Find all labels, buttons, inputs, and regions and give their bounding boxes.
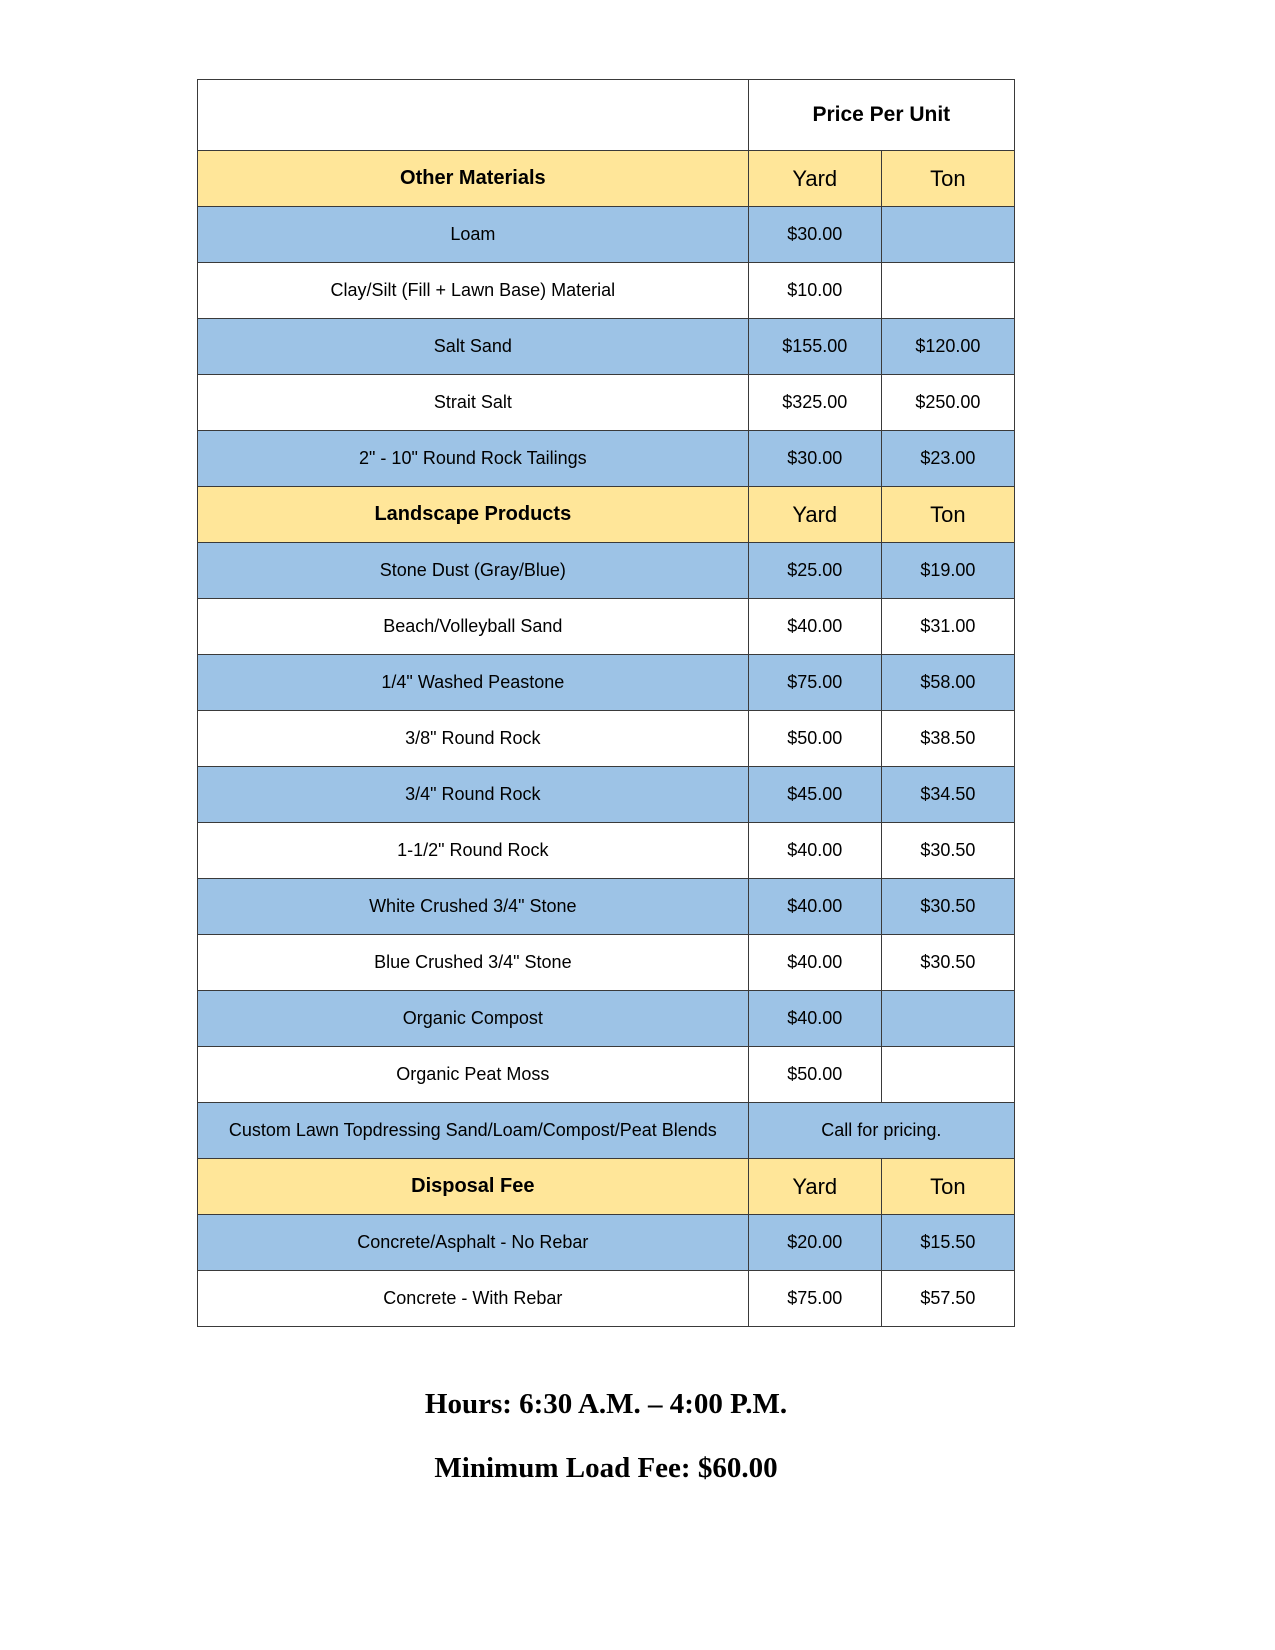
yard-price: $10.00 bbox=[748, 263, 881, 319]
yard-price: $50.00 bbox=[748, 711, 881, 767]
yard-column-label: Yard bbox=[748, 1159, 881, 1215]
section-name: Other Materials bbox=[198, 151, 749, 207]
item-name: White Crushed 3/4" Stone bbox=[198, 879, 749, 935]
price-table bbox=[197, 79, 1015, 1327]
yard-price: $40.00 bbox=[748, 935, 881, 991]
item-name: 3/8" Round Rock bbox=[198, 711, 749, 767]
call-for-pricing: Call for pricing. bbox=[748, 1103, 1014, 1159]
yard-price: $75.00 bbox=[748, 1271, 881, 1327]
yard-price: $155.00 bbox=[748, 319, 881, 375]
ton-price bbox=[881, 991, 1014, 1047]
section-name: Disposal Fee bbox=[198, 1159, 749, 1215]
ton-column-label: Ton bbox=[881, 1159, 1014, 1215]
price-per-unit-header: Price Per Unit bbox=[748, 80, 1014, 151]
item-name: Concrete - With Rebar bbox=[198, 1271, 749, 1327]
item-name: Blue Crushed 3/4" Stone bbox=[198, 935, 749, 991]
ton-price: $23.00 bbox=[881, 431, 1014, 487]
table-row bbox=[198, 655, 1015, 711]
empty-header-cell bbox=[198, 80, 749, 151]
yard-price: $75.00 bbox=[748, 655, 881, 711]
table-row bbox=[198, 935, 1015, 991]
table-row bbox=[198, 1047, 1015, 1103]
table-row bbox=[198, 207, 1015, 263]
yard-price: $40.00 bbox=[748, 879, 881, 935]
table-row bbox=[198, 1215, 1015, 1271]
ton-price: $38.50 bbox=[881, 711, 1014, 767]
item-name: Organic Peat Moss bbox=[198, 1047, 749, 1103]
yard-price: $50.00 bbox=[748, 1047, 881, 1103]
item-name: 3/4" Round Rock bbox=[198, 767, 749, 823]
item-name: Concrete/Asphalt - No Rebar bbox=[198, 1215, 749, 1271]
item-name: 1-1/2" Round Rock bbox=[198, 823, 749, 879]
item-name: Custom Lawn Topdressing Sand/Loam/Compost/Peat Blends bbox=[198, 1103, 749, 1159]
ton-price: $30.50 bbox=[881, 823, 1014, 879]
yard-price: $40.00 bbox=[748, 991, 881, 1047]
yard-price: $30.00 bbox=[748, 207, 881, 263]
table-header-row bbox=[198, 80, 1015, 151]
yard-price: $30.00 bbox=[748, 431, 881, 487]
ton-price bbox=[881, 207, 1014, 263]
section-header-other-materials bbox=[198, 151, 1015, 207]
yard-column-label: Yard bbox=[748, 487, 881, 543]
yard-price: $45.00 bbox=[748, 767, 881, 823]
ton-price bbox=[881, 1047, 1014, 1103]
yard-price: $40.00 bbox=[748, 823, 881, 879]
ton-price: $30.50 bbox=[881, 879, 1014, 935]
section-name: Landscape Products bbox=[198, 487, 749, 543]
ton-price: $57.50 bbox=[881, 1271, 1014, 1327]
yard-price: $25.00 bbox=[748, 543, 881, 599]
table-row bbox=[198, 375, 1015, 431]
ton-price: $250.00 bbox=[881, 375, 1014, 431]
yard-price: $40.00 bbox=[748, 599, 881, 655]
table-row bbox=[198, 711, 1015, 767]
table-row bbox=[198, 1271, 1015, 1327]
table-row bbox=[198, 767, 1015, 823]
table-row bbox=[198, 431, 1015, 487]
item-name: Beach/Volleyball Sand bbox=[198, 599, 749, 655]
ton-price: $30.50 bbox=[881, 935, 1014, 991]
table-row bbox=[198, 263, 1015, 319]
ton-column-label: Ton bbox=[881, 151, 1014, 207]
yard-price: $325.00 bbox=[748, 375, 881, 431]
table-row bbox=[198, 823, 1015, 879]
ton-column-label: Ton bbox=[881, 487, 1014, 543]
ton-price: $19.00 bbox=[881, 543, 1014, 599]
table-row bbox=[198, 1103, 1015, 1159]
section-header-disposal-fee bbox=[198, 1159, 1015, 1215]
table-row bbox=[198, 319, 1015, 375]
ton-price: $34.50 bbox=[881, 767, 1014, 823]
item-name: Salt Sand bbox=[198, 319, 749, 375]
table-row bbox=[198, 879, 1015, 935]
hours-text: Hours: 6:30 A.M. – 4:00 P.M. bbox=[424, 1388, 788, 1420]
item-name: Clay/Silt (Fill + Lawn Base) Material bbox=[198, 263, 749, 319]
ton-price: $31.00 bbox=[881, 599, 1014, 655]
item-name: 1/4" Washed Peastone bbox=[198, 655, 749, 711]
item-name: 2" - 10" Round Rock Tailings bbox=[198, 431, 749, 487]
item-name: Strait Salt bbox=[198, 375, 749, 431]
table-row bbox=[198, 543, 1015, 599]
item-name: Organic Compost bbox=[198, 991, 749, 1047]
section-header-landscape-products bbox=[198, 487, 1015, 543]
ton-price: $120.00 bbox=[881, 319, 1014, 375]
ton-price bbox=[881, 263, 1014, 319]
yard-column-label: Yard bbox=[748, 151, 881, 207]
table-row bbox=[198, 599, 1015, 655]
ton-price: $58.00 bbox=[881, 655, 1014, 711]
yard-price: $20.00 bbox=[748, 1215, 881, 1271]
table-row bbox=[198, 991, 1015, 1047]
item-name: Loam bbox=[198, 207, 749, 263]
ton-price: $15.50 bbox=[881, 1215, 1014, 1271]
item-name: Stone Dust (Gray/Blue) bbox=[198, 543, 749, 599]
minimum-load-fee-text: Minimum Load Fee: $60.00 bbox=[434, 1452, 778, 1484]
